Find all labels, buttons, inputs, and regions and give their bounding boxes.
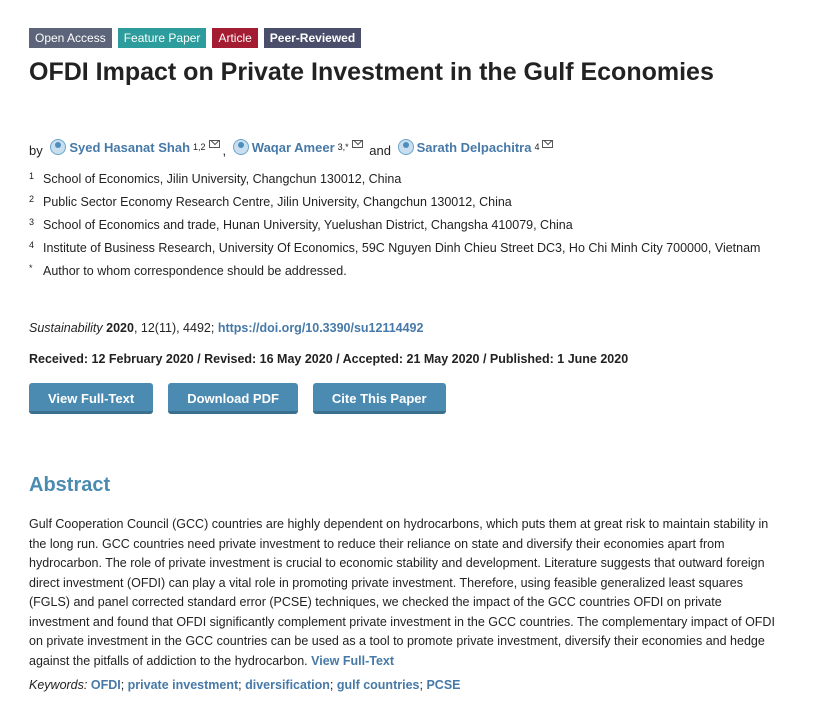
peer-reviewed-badge[interactable]: Peer-Reviewed	[264, 28, 361, 48]
author-list	[29, 139, 553, 158]
by-label: by	[29, 143, 43, 158]
cite-paper-button[interactable]: Cite This Paper	[313, 383, 446, 414]
author-separator: ,	[222, 143, 227, 158]
author-profile-icon	[398, 139, 414, 155]
badge-row	[29, 28, 361, 48]
keyword-link[interactable]: OFDI	[90, 678, 121, 692]
affiliation-number: 4	[29, 240, 35, 250]
keyword-link[interactable]: diversification	[245, 678, 330, 692]
affiliation-number: 2	[29, 194, 35, 204]
affiliation-number: 1	[29, 171, 35, 181]
citation-volume: , 12(11), 4492;	[133, 321, 218, 335]
email-icon[interactable]	[209, 140, 220, 148]
abstract-text	[29, 515, 777, 671]
author-name[interactable]: Waqar Ameer	[251, 139, 335, 155]
keyword-link[interactable]: private investment	[127, 678, 239, 692]
affiliation-item	[29, 239, 789, 258]
keyword-separator: ;	[238, 678, 242, 692]
author-affiliation-sup: 4	[534, 142, 540, 152]
affiliation-text: Author to whom correspondence should be addressed.	[43, 264, 347, 278]
keyword-link[interactable]: PCSE	[426, 678, 461, 692]
citation-year: 2020	[106, 321, 134, 335]
journal-name: Sustainability	[29, 321, 103, 335]
affiliation-item	[29, 193, 789, 212]
citation-line	[29, 321, 423, 335]
keyword-separator: ;	[419, 678, 423, 692]
affiliation-item	[29, 170, 789, 189]
author-profile-icon	[233, 139, 249, 155]
affiliation-number: 3	[29, 217, 35, 227]
keyword-separator: ;	[329, 678, 334, 692]
author-1[interactable]	[50, 139, 219, 155]
article-badge: Article	[212, 28, 257, 48]
article-title: OFDI Impact on Private Investment in the Gulf Economies	[29, 58, 714, 86]
author-3[interactable]	[398, 139, 554, 155]
doi-link[interactable]: https://doi.org/10.3390/su12114492	[217, 321, 424, 335]
author-2[interactable]	[233, 139, 363, 155]
affiliation-item	[29, 216, 789, 235]
affiliation-number: *	[29, 263, 33, 273]
affiliations-list	[29, 170, 789, 285]
abstract-full-text-link[interactable]: View Full-Text	[311, 653, 395, 668]
author-affiliation-sup: 3,*	[337, 142, 349, 152]
author-name[interactable]: Syed Hasanat Shah	[69, 139, 191, 155]
affiliation-text: Public Sector Economy Research Centre, Jilin University, Changchun 130012, China	[43, 195, 512, 209]
keywords-label: Keywords:	[29, 678, 88, 692]
correspondence-note	[29, 262, 789, 281]
feature-paper-badge[interactable]: Feature Paper	[118, 28, 207, 48]
keyword-separator: ;	[120, 678, 125, 692]
email-icon[interactable]	[542, 140, 553, 148]
keyword-link[interactable]: gulf countries	[336, 678, 420, 692]
open-access-badge[interactable]: Open Access	[29, 28, 112, 48]
author-name[interactable]: Sarath Delpachitra	[416, 139, 532, 155]
download-pdf-button[interactable]: Download PDF	[168, 383, 298, 414]
and-label: and	[369, 143, 391, 158]
affiliation-text: School of Economics and trade, Hunan University, Yuelushan District, Changsha 410079, China	[43, 218, 573, 232]
affiliation-text: School of Economics, Jilin University, Changchun 130012, China	[43, 172, 402, 186]
affiliation-text: Institute of Business Research, University Of Economics, 59C Nguyen Dinh Chieu Street DC3, Ho Chi Minh City 700000, Vietnam	[43, 241, 761, 255]
publication-dates: Received: 12 February 2020 / Revised: 16 May 2020 / Accepted: 21 May 2020 / Published: 1 June 2020	[29, 352, 629, 366]
keywords-line	[29, 678, 461, 692]
author-profile-icon	[50, 139, 66, 155]
view-full-text-button[interactable]: View Full-Text	[29, 383, 153, 414]
author-affiliation-sup: 1,2	[193, 142, 206, 152]
email-icon[interactable]	[352, 140, 363, 148]
abstract-heading: Abstract	[29, 474, 111, 496]
abstract-body: Gulf Cooperation Council (GCC) countries are highly dependent on hydrocarbons, which puts them at great risk to maintain stability in the long run. GCC countries need private investment to reduce their reliance on state and diversify their economies apart from hydrocarbon. The role of private investment is crucial to economic stability and development. Literature suggests that outward foreign direct investment (OFDI) can play a vital role in promoting private investment. Therefore, using feasible generalized least squares (FGLS) and panel corrected standard error (PCSE) techniques, we checked the impact of the GCC countries OFDI on private investment and found that OFDI significantly complement private investment in the GCC countries. The complementary impact of OFDI on private investment in the GCC countries can be used as a tool to promote private investment, diversify their economies and hedge against the pitfalls of addiction to the hydrocarbon.	[29, 517, 775, 668]
action-buttons	[29, 383, 446, 414]
